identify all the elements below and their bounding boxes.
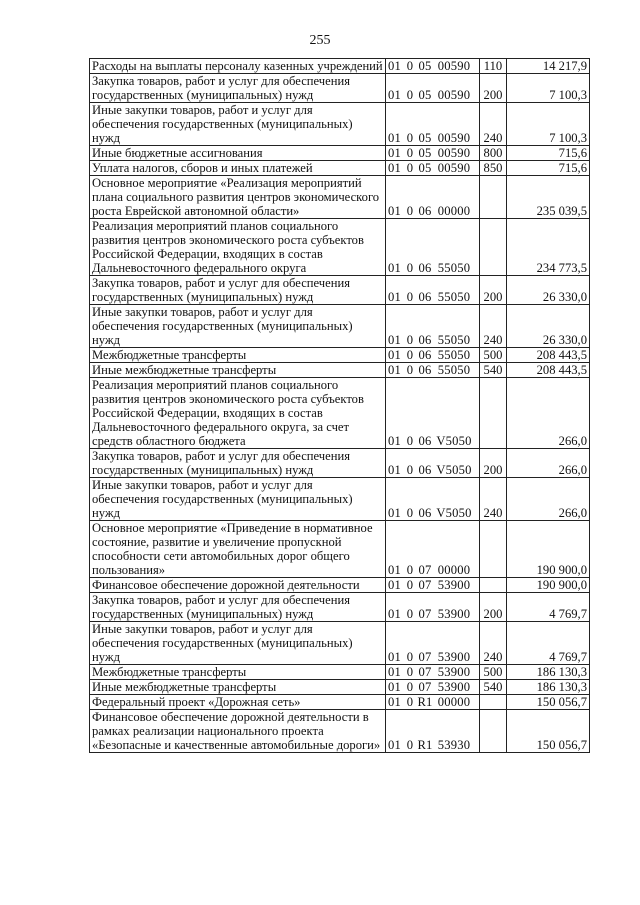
- code-subprogram: 0: [406, 463, 414, 477]
- code-program: 01: [388, 261, 401, 275]
- code-subprogram: 0: [406, 290, 414, 304]
- row-code: [386, 695, 480, 710]
- row-sum: 190 900,0: [507, 521, 590, 578]
- row-expense-type: [480, 219, 507, 276]
- code-program: 01: [388, 161, 401, 175]
- row-sum: 208 443,5: [507, 363, 590, 378]
- code-direction: 53930: [437, 738, 471, 752]
- row-name: Реализация мероприятий планов социального развития центров экономического роста субъектов Российской Федерации, входящих в состав Дальневосточного федерального округа, за счет средств областного бюджета: [90, 378, 386, 449]
- row-code: [386, 449, 480, 478]
- code-event: 05: [418, 88, 432, 102]
- row-code: [386, 521, 480, 578]
- row-sum: 715,6: [507, 161, 590, 176]
- row-code: [386, 578, 480, 593]
- table-row: [90, 348, 590, 363]
- code-subprogram: 0: [406, 261, 414, 275]
- code-event: R1: [417, 738, 433, 752]
- code-program: 01: [388, 463, 401, 477]
- code-direction: V5050: [436, 463, 472, 477]
- table-row: [90, 161, 590, 176]
- row-sum: 186 130,3: [507, 680, 590, 695]
- row-code: [386, 593, 480, 622]
- table-row: [90, 710, 590, 753]
- code-event: 06: [418, 363, 432, 377]
- code-direction: 53900: [437, 650, 471, 664]
- row-expense-type: 850: [480, 161, 507, 176]
- row-sum: 266,0: [507, 478, 590, 521]
- row-name: Иные межбюджетные трансферты: [90, 363, 386, 378]
- row-expense-type: 200: [480, 74, 507, 103]
- row-expense-type: 200: [480, 276, 507, 305]
- row-expense-type: [480, 378, 507, 449]
- row-sum: 234 773,5: [507, 219, 590, 276]
- row-name: Реализация мероприятий планов социального развития центров экономического роста субъектов Российской Федерации, входящих в состав Дальневосточного федерального округа: [90, 219, 386, 276]
- code-event: 07: [418, 563, 432, 577]
- table-row: [90, 363, 590, 378]
- row-expense-type: 800: [480, 146, 507, 161]
- table-row: [90, 59, 590, 74]
- code-direction: 55050: [437, 348, 471, 362]
- code-program: 01: [388, 333, 401, 347]
- code-subprogram: 0: [406, 434, 414, 448]
- code-event: 06: [418, 333, 432, 347]
- table-row: [90, 305, 590, 348]
- code-subprogram: 0: [406, 363, 414, 377]
- row-name: Закупка товаров, работ и услуг для обеспечения государственных (муниципальных) нужд: [90, 449, 386, 478]
- table-row: [90, 219, 590, 276]
- code-subprogram: 0: [406, 59, 414, 73]
- row-expense-type: 110: [480, 59, 507, 74]
- row-sum: 7 100,3: [507, 74, 590, 103]
- row-expense-type: [480, 710, 507, 753]
- code-subprogram: 0: [406, 348, 414, 362]
- row-code: [386, 305, 480, 348]
- row-code: [386, 665, 480, 680]
- code-direction: 55050: [437, 290, 471, 304]
- row-code: [386, 680, 480, 695]
- row-expense-type: [480, 521, 507, 578]
- code-program: 01: [388, 290, 401, 304]
- row-sum: 7 100,3: [507, 103, 590, 146]
- row-name: Закупка товаров, работ и услуг для обеспечения государственных (муниципальных) нужд: [90, 74, 386, 103]
- code-event: 06: [418, 261, 432, 275]
- code-direction: 00590: [437, 146, 471, 160]
- code-subprogram: 0: [406, 680, 414, 694]
- table-row: [90, 680, 590, 695]
- code-subprogram: 0: [406, 650, 414, 664]
- code-program: 01: [388, 506, 401, 520]
- code-event: 05: [418, 131, 432, 145]
- code-subprogram: 0: [406, 563, 414, 577]
- row-name: Расходы на выплаты персоналу казенных учреждений: [90, 59, 386, 74]
- row-sum: 150 056,7: [507, 710, 590, 753]
- row-name: Основное мероприятие «Реализация мероприятий плана социального развития центров экономического роста Еврейской автономной области»: [90, 176, 386, 219]
- row-name: Межбюджетные трансферты: [90, 348, 386, 363]
- code-subprogram: 0: [406, 88, 414, 102]
- table-row: [90, 176, 590, 219]
- code-event: 06: [418, 290, 432, 304]
- row-expense-type: 200: [480, 593, 507, 622]
- row-code: [386, 363, 480, 378]
- code-direction: 55050: [437, 261, 471, 275]
- code-event: 07: [418, 607, 432, 621]
- budget-table: [89, 58, 590, 753]
- row-expense-type: 540: [480, 680, 507, 695]
- row-name: Закупка товаров, работ и услуг для обеспечения государственных (муниципальных) нужд: [90, 593, 386, 622]
- code-subprogram: 0: [406, 131, 414, 145]
- code-program: 01: [388, 348, 401, 362]
- code-direction: 00000: [437, 204, 471, 218]
- row-name: Иные бюджетные ассигнования: [90, 146, 386, 161]
- row-expense-type: [480, 176, 507, 219]
- row-name: Иные закупки товаров, работ и услуг для обеспечения государственных (муниципальных) нужд: [90, 478, 386, 521]
- code-direction: V5050: [436, 506, 472, 520]
- table-row: [90, 276, 590, 305]
- row-expense-type: 240: [480, 305, 507, 348]
- code-event: 05: [418, 161, 432, 175]
- row-expense-type: 240: [480, 478, 507, 521]
- code-event: 07: [418, 665, 432, 679]
- code-subprogram: 0: [406, 146, 414, 160]
- code-direction: 53900: [437, 607, 471, 621]
- row-code: [386, 276, 480, 305]
- row-code: [386, 176, 480, 219]
- row-name: Иные закупки товаров, работ и услуг для обеспечения государственных (муниципальных) нужд: [90, 622, 386, 665]
- code-direction: 00590: [437, 161, 471, 175]
- code-direction: 00590: [437, 59, 471, 73]
- code-program: 01: [388, 650, 401, 664]
- row-name: Иные закупки товаров, работ и услуг для обеспечения государственных (муниципальных) нужд: [90, 103, 386, 146]
- code-event: 06: [418, 463, 432, 477]
- code-direction: 00590: [437, 88, 471, 102]
- code-subprogram: 0: [406, 204, 414, 218]
- code-program: 01: [388, 434, 401, 448]
- table-row: [90, 74, 590, 103]
- code-program: 01: [388, 563, 401, 577]
- row-expense-type: 500: [480, 665, 507, 680]
- row-name: Уплата налогов, сборов и иных платежей: [90, 161, 386, 176]
- row-sum: 266,0: [507, 378, 590, 449]
- table-row: [90, 622, 590, 665]
- code-direction: 55050: [437, 333, 471, 347]
- code-event: 06: [418, 434, 432, 448]
- code-subprogram: 0: [406, 607, 414, 621]
- code-direction: 53900: [437, 578, 471, 592]
- table-row: [90, 449, 590, 478]
- row-expense-type: 500: [480, 348, 507, 363]
- code-program: 01: [388, 146, 401, 160]
- table-row: [90, 146, 590, 161]
- table-row: [90, 521, 590, 578]
- table-row: [90, 695, 590, 710]
- row-name: Финансовое обеспечение дорожной деятельности в рамках реализации национального проекта «Безопасные и качественные автомобильные дороги»: [90, 710, 386, 753]
- code-event: 05: [418, 59, 432, 73]
- code-direction: 53900: [437, 665, 471, 679]
- row-name: Закупка товаров, работ и услуг для обеспечения государственных (муниципальных) нужд: [90, 276, 386, 305]
- row-sum: 266,0: [507, 449, 590, 478]
- code-event: 06: [418, 506, 432, 520]
- row-sum: 208 443,5: [507, 348, 590, 363]
- code-event: 07: [418, 650, 432, 664]
- row-code: [386, 219, 480, 276]
- table-row: [90, 665, 590, 680]
- row-name: Основное мероприятие «Приведение в нормативное состояние, развитие и увеличение пропускной способности сети автомобильных дорог общего пользования»: [90, 521, 386, 578]
- code-program: 01: [388, 680, 401, 694]
- code-event: R1: [417, 695, 433, 709]
- code-direction: 00000: [437, 695, 471, 709]
- row-sum: 4 769,7: [507, 593, 590, 622]
- code-subprogram: 0: [406, 738, 414, 752]
- row-sum: 235 039,5: [507, 176, 590, 219]
- row-sum: 190 900,0: [507, 578, 590, 593]
- code-program: 01: [388, 88, 401, 102]
- row-sum: 4 769,7: [507, 622, 590, 665]
- row-code: [386, 478, 480, 521]
- row-name: Финансовое обеспечение дорожной деятельности: [90, 578, 386, 593]
- table-row: [90, 103, 590, 146]
- row-sum: 715,6: [507, 146, 590, 161]
- table-row: [90, 593, 590, 622]
- row-name: Иные закупки товаров, работ и услуг для обеспечения государственных (муниципальных) нужд: [90, 305, 386, 348]
- table-row: [90, 378, 590, 449]
- table-row: [90, 578, 590, 593]
- code-program: 01: [388, 578, 401, 592]
- row-code: [386, 74, 480, 103]
- code-subprogram: 0: [406, 506, 414, 520]
- row-sum: 14 217,9: [507, 59, 590, 74]
- code-program: 01: [388, 665, 401, 679]
- code-program: 01: [388, 363, 401, 377]
- row-name: Иные межбюджетные трансферты: [90, 680, 386, 695]
- row-code: [386, 161, 480, 176]
- code-subprogram: 0: [406, 665, 414, 679]
- row-sum: 26 330,0: [507, 276, 590, 305]
- code-subprogram: 0: [406, 161, 414, 175]
- row-sum: 150 056,7: [507, 695, 590, 710]
- code-subprogram: 0: [406, 695, 414, 709]
- code-event: 05: [418, 146, 432, 160]
- code-program: 01: [388, 131, 401, 145]
- code-direction: V5050: [436, 434, 472, 448]
- code-program: 01: [388, 59, 401, 73]
- row-expense-type: 240: [480, 103, 507, 146]
- row-code: [386, 146, 480, 161]
- row-code: [386, 103, 480, 146]
- code-program: 01: [388, 607, 401, 621]
- code-subprogram: 0: [406, 578, 414, 592]
- code-event: 06: [418, 348, 432, 362]
- code-event: 07: [418, 578, 432, 592]
- row-code: [386, 710, 480, 753]
- code-subprogram: 0: [406, 333, 414, 347]
- row-name: Федеральный проект «Дорожная сеть»: [90, 695, 386, 710]
- row-sum: 26 330,0: [507, 305, 590, 348]
- row-expense-type: 240: [480, 622, 507, 665]
- row-expense-type: 200: [480, 449, 507, 478]
- code-program: 01: [388, 695, 401, 709]
- code-direction: 00000: [437, 563, 471, 577]
- row-code: [386, 348, 480, 363]
- row-expense-type: [480, 578, 507, 593]
- row-code: [386, 622, 480, 665]
- code-program: 01: [388, 204, 401, 218]
- code-direction: 53900: [437, 680, 471, 694]
- row-expense-type: 540: [480, 363, 507, 378]
- code-direction: 00590: [437, 131, 471, 145]
- table-row: [90, 478, 590, 521]
- row-expense-type: [480, 695, 507, 710]
- code-direction: 55050: [437, 363, 471, 377]
- code-event: 06: [418, 204, 432, 218]
- row-name: Межбюджетные трансферты: [90, 665, 386, 680]
- row-code: [386, 59, 480, 74]
- row-sum: 186 130,3: [507, 665, 590, 680]
- page-number: 255: [309, 33, 331, 48]
- row-code: [386, 378, 480, 449]
- code-event: 07: [418, 680, 432, 694]
- code-program: 01: [388, 738, 401, 752]
